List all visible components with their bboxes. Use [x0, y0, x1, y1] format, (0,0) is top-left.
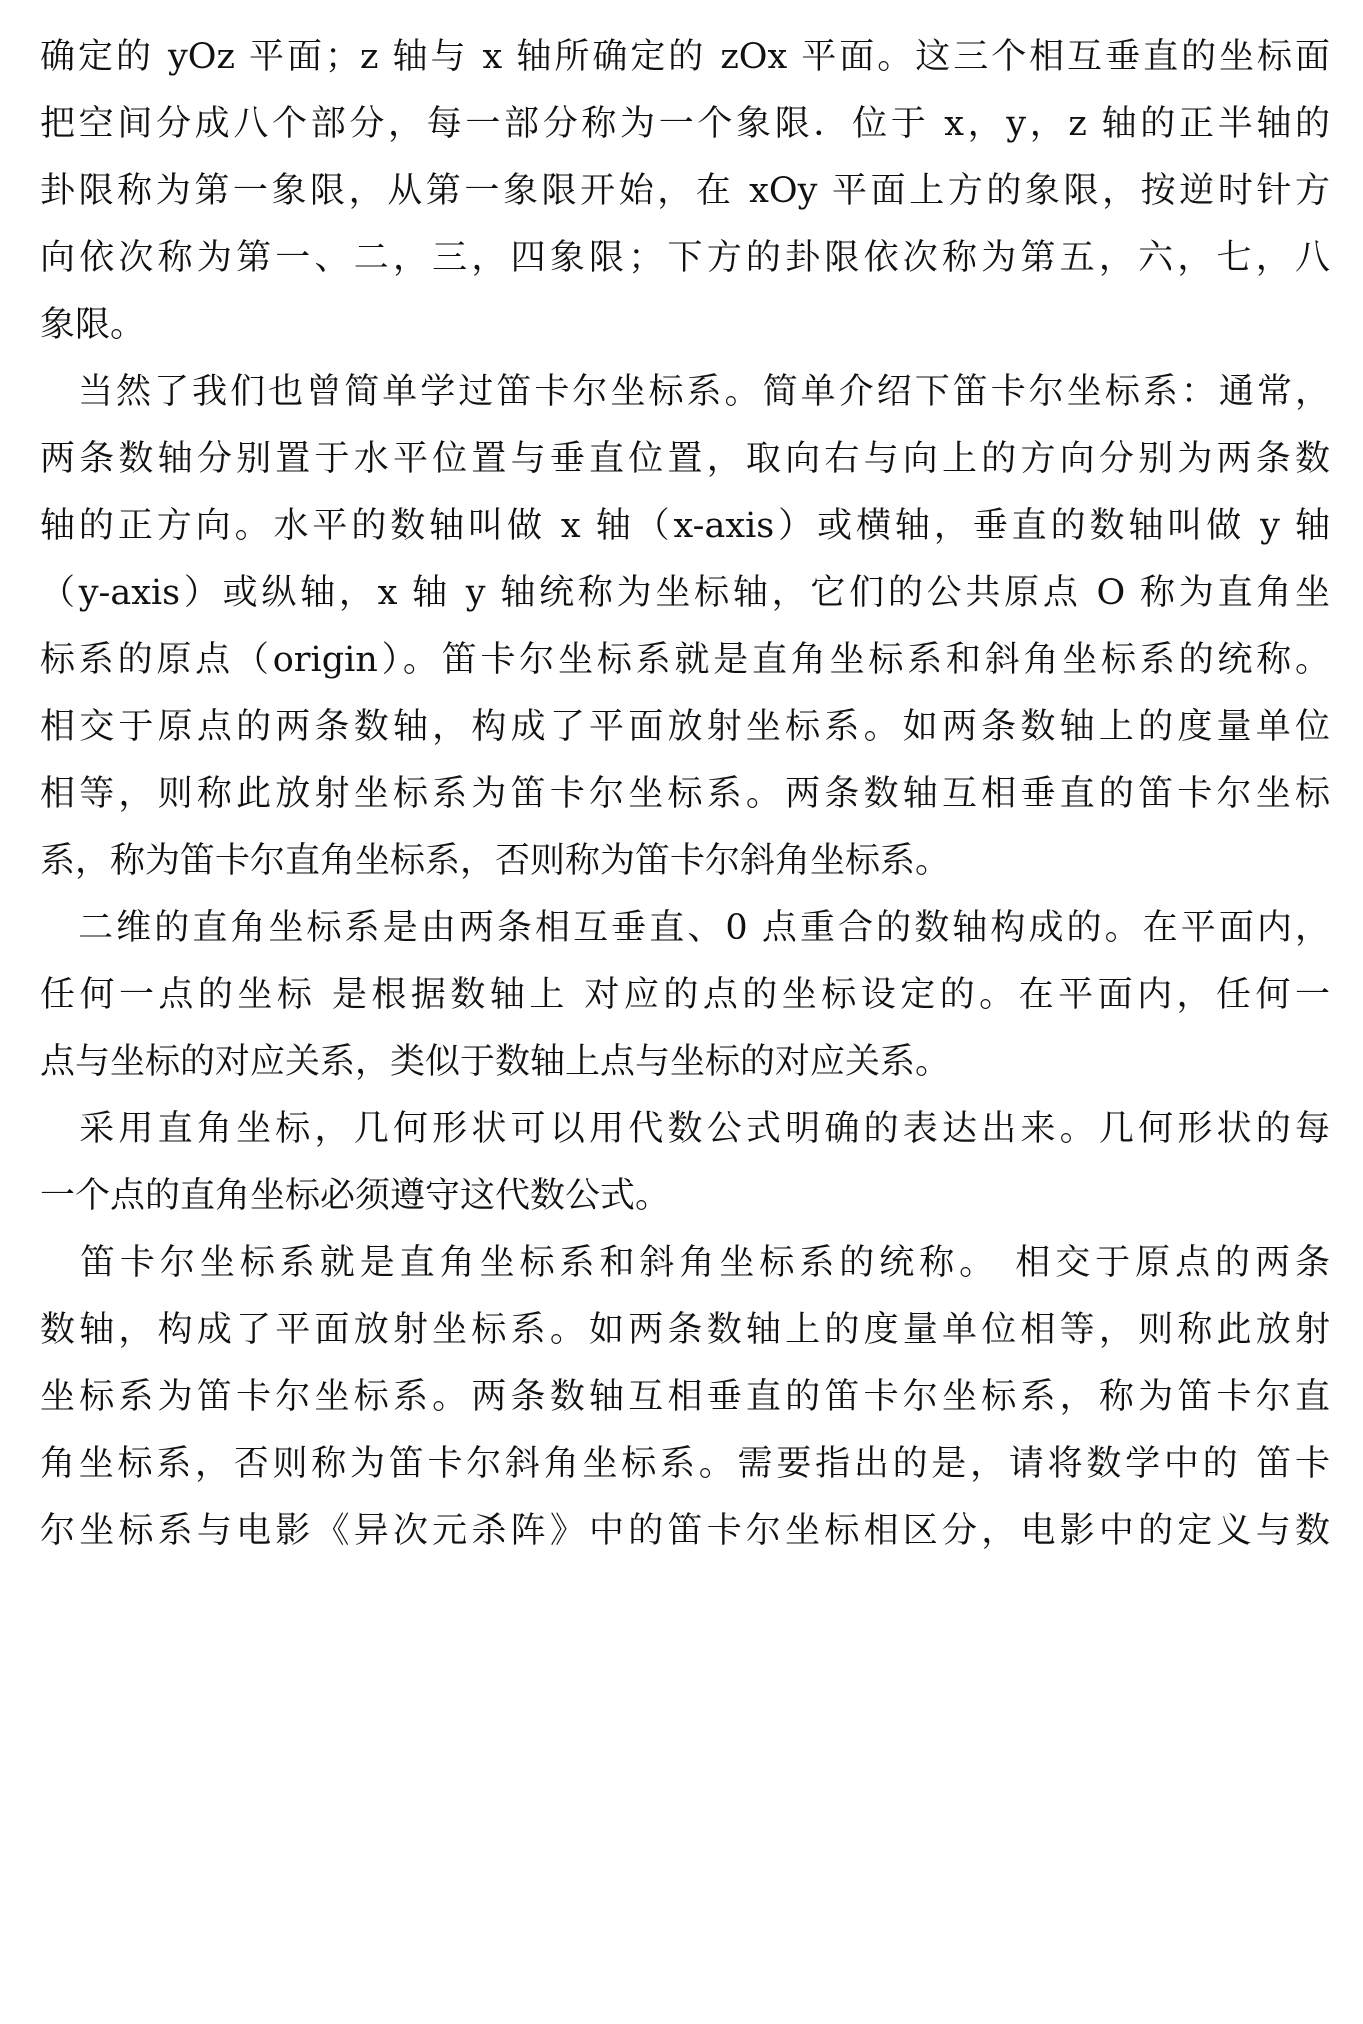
document-body [40, 24, 1330, 1565]
text-line: 任何一点的坐标 是根据数轴上 对应的点的坐标设定的。在平面内，任何一 [40, 975, 1330, 1015]
text-line: 两条数轴分别置于水平位置与垂直位置，取向右与向上的方向分别为两条数 [40, 439, 1330, 479]
text-line: （y-axis）或纵轴，x 轴 y 轴统称为坐标轴，它们的公共原点 O 称为直角坐 [40, 573, 1330, 613]
paragraph-cartesian-intro [40, 359, 1330, 895]
paragraph-algebraic-form [40, 1096, 1330, 1230]
text-line: 当然了我们也曾简单学过笛卡尔坐标系。简单介绍下笛卡尔坐标系：通常， [40, 372, 1330, 412]
paragraph-octants [40, 24, 1330, 359]
paragraph-cartesian-definition [40, 1230, 1330, 1565]
text-line: 象限。 [40, 305, 146, 345]
text-line: 系，称为笛卡尔直角坐标系，否则称为笛卡尔斜角坐标系。 [40, 841, 951, 881]
text-line: 标系的原点（origin）。笛卡尔坐标系就是直角坐标系和斜角坐标系的统称。 [40, 640, 1330, 680]
text-line: 点与坐标的对应关系，类似于数轴上点与坐标的对应关系。 [40, 1042, 951, 1082]
text-line: 相交于原点的两条数轴，构成了平面放射坐标系。如两条数轴上的度量单位 [40, 707, 1330, 747]
paragraph-2d-system [40, 895, 1330, 1096]
text-line: 一个点的直角坐标必须遵守这代数公式。 [40, 1176, 671, 1216]
text-line: 轴的正方向。水平的数轴叫做 x 轴（x-axis）或横轴，垂直的数轴叫做 y 轴 [40, 506, 1330, 546]
text-line: 采用直角坐标，几何形状可以用代数公式明确的表达出来。几何形状的每 [40, 1109, 1330, 1149]
text-line: 卦限称为第一象限，从第一象限开始，在 xOy 平面上方的象限，按逆时针方 [40, 171, 1330, 211]
text-line: 相等，则称此放射坐标系为笛卡尔坐标系。两条数轴互相垂直的笛卡尔坐标 [40, 774, 1330, 814]
text-line: 数轴，构成了平面放射坐标系。如两条数轴上的度量单位相等，则称此放射 [40, 1310, 1330, 1350]
text-line: 确定的 yOz 平面；z 轴与 x 轴所确定的 zOx 平面。这三个相互垂直的坐标面 [40, 37, 1330, 77]
text-line: 笛卡尔坐标系就是直角坐标系和斜角坐标系的统称。 相交于原点的两条 [40, 1243, 1330, 1283]
text-line: 坐标系为笛卡尔坐标系。两条数轴互相垂直的笛卡尔坐标系，称为笛卡尔直 [40, 1377, 1330, 1417]
text-line: 二维的直角坐标系是由两条相互垂直、0 点重合的数轴构成的。在平面内， [40, 908, 1330, 948]
text-line: 尔坐标系与电影《异次元杀阵》中的笛卡尔坐标相区分，电影中的定义与数 [40, 1511, 1330, 1551]
text-line: 向依次称为第一、二，三，四象限；下方的卦限依次称为第五，六，七，八 [40, 238, 1330, 278]
text-line: 把空间分成八个部分，每一部分称为一个象限．位于 x，y，z 轴的正半轴的 [40, 104, 1330, 144]
text-line: 角坐标系，否则称为笛卡尔斜角坐标系。需要指出的是，请将数学中的 笛卡 [40, 1444, 1330, 1484]
